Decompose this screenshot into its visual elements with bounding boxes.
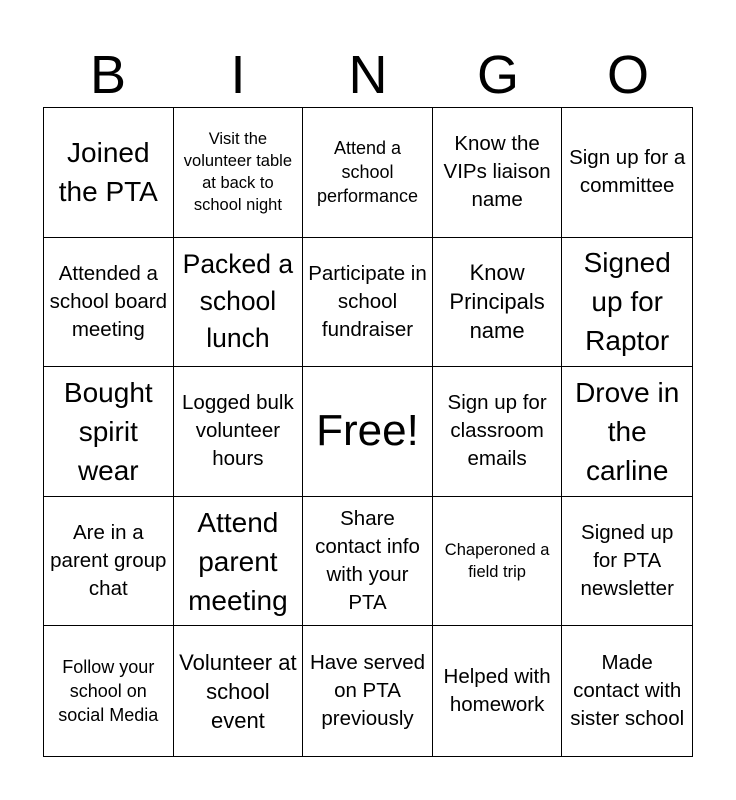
bingo-cell[interactable]: Attended a school board meeting xyxy=(44,238,174,368)
bingo-cell[interactable]: Attend parent meeting xyxy=(174,497,304,627)
bingo-header xyxy=(43,42,693,108)
bingo-cell[interactable]: Joined the PTA xyxy=(44,108,174,238)
header-letter-b: B xyxy=(89,45,127,105)
bingo-cell[interactable]: Bought spirit wear xyxy=(44,367,174,497)
bingo-cell[interactable]: Have served on PTA previously xyxy=(303,626,433,756)
bingo-cell[interactable]: Share contact info with your PTA xyxy=(303,497,433,627)
bingo-cell[interactable]: Signed up for Raptor xyxy=(562,238,692,368)
bingo-cell[interactable]: Drove in the carline xyxy=(562,367,692,497)
header-letter-g: G xyxy=(476,45,519,105)
bingo-cell[interactable]: Follow your school on social Media xyxy=(44,626,174,756)
bingo-cell[interactable]: Helped with homework xyxy=(433,626,563,756)
bingo-cell[interactable]: Attend a school performance xyxy=(303,108,433,238)
bingo-cell[interactable]: Know the VIPs liaison name xyxy=(433,108,563,238)
bingo-grid xyxy=(43,107,693,757)
bingo-cell[interactable]: Sign up for a committee xyxy=(562,108,692,238)
bingo-cell[interactable]: Visit the volunteer table at back to school night xyxy=(174,108,304,238)
bingo-cell[interactable]: Logged bulk volunteer hours xyxy=(174,367,304,497)
bingo-cell[interactable]: Participate in school fundraiser xyxy=(303,238,433,368)
bingo-cell[interactable]: Are in a parent group chat xyxy=(44,497,174,627)
bingo-cell[interactable]: Chaperoned a field trip xyxy=(433,497,563,627)
bingo-cell[interactable]: Signed up for PTA newsletter xyxy=(562,497,692,627)
header-letter-i: I xyxy=(230,45,246,105)
bingo-cell[interactable]: Volunteer at school event xyxy=(174,626,304,756)
bingo-cell[interactable]: Packed a school lunch xyxy=(174,238,304,368)
header-letter-n: N xyxy=(348,45,388,105)
bingo-cell[interactable]: Sign up for classroom emails xyxy=(433,367,563,497)
free-space-cell[interactable]: Free! xyxy=(303,367,433,497)
header-letter-o: O xyxy=(606,45,649,105)
bingo-cell[interactable]: Made contact with sister school xyxy=(570,651,685,731)
bingo-cell[interactable]: Know Principals name xyxy=(433,238,563,368)
